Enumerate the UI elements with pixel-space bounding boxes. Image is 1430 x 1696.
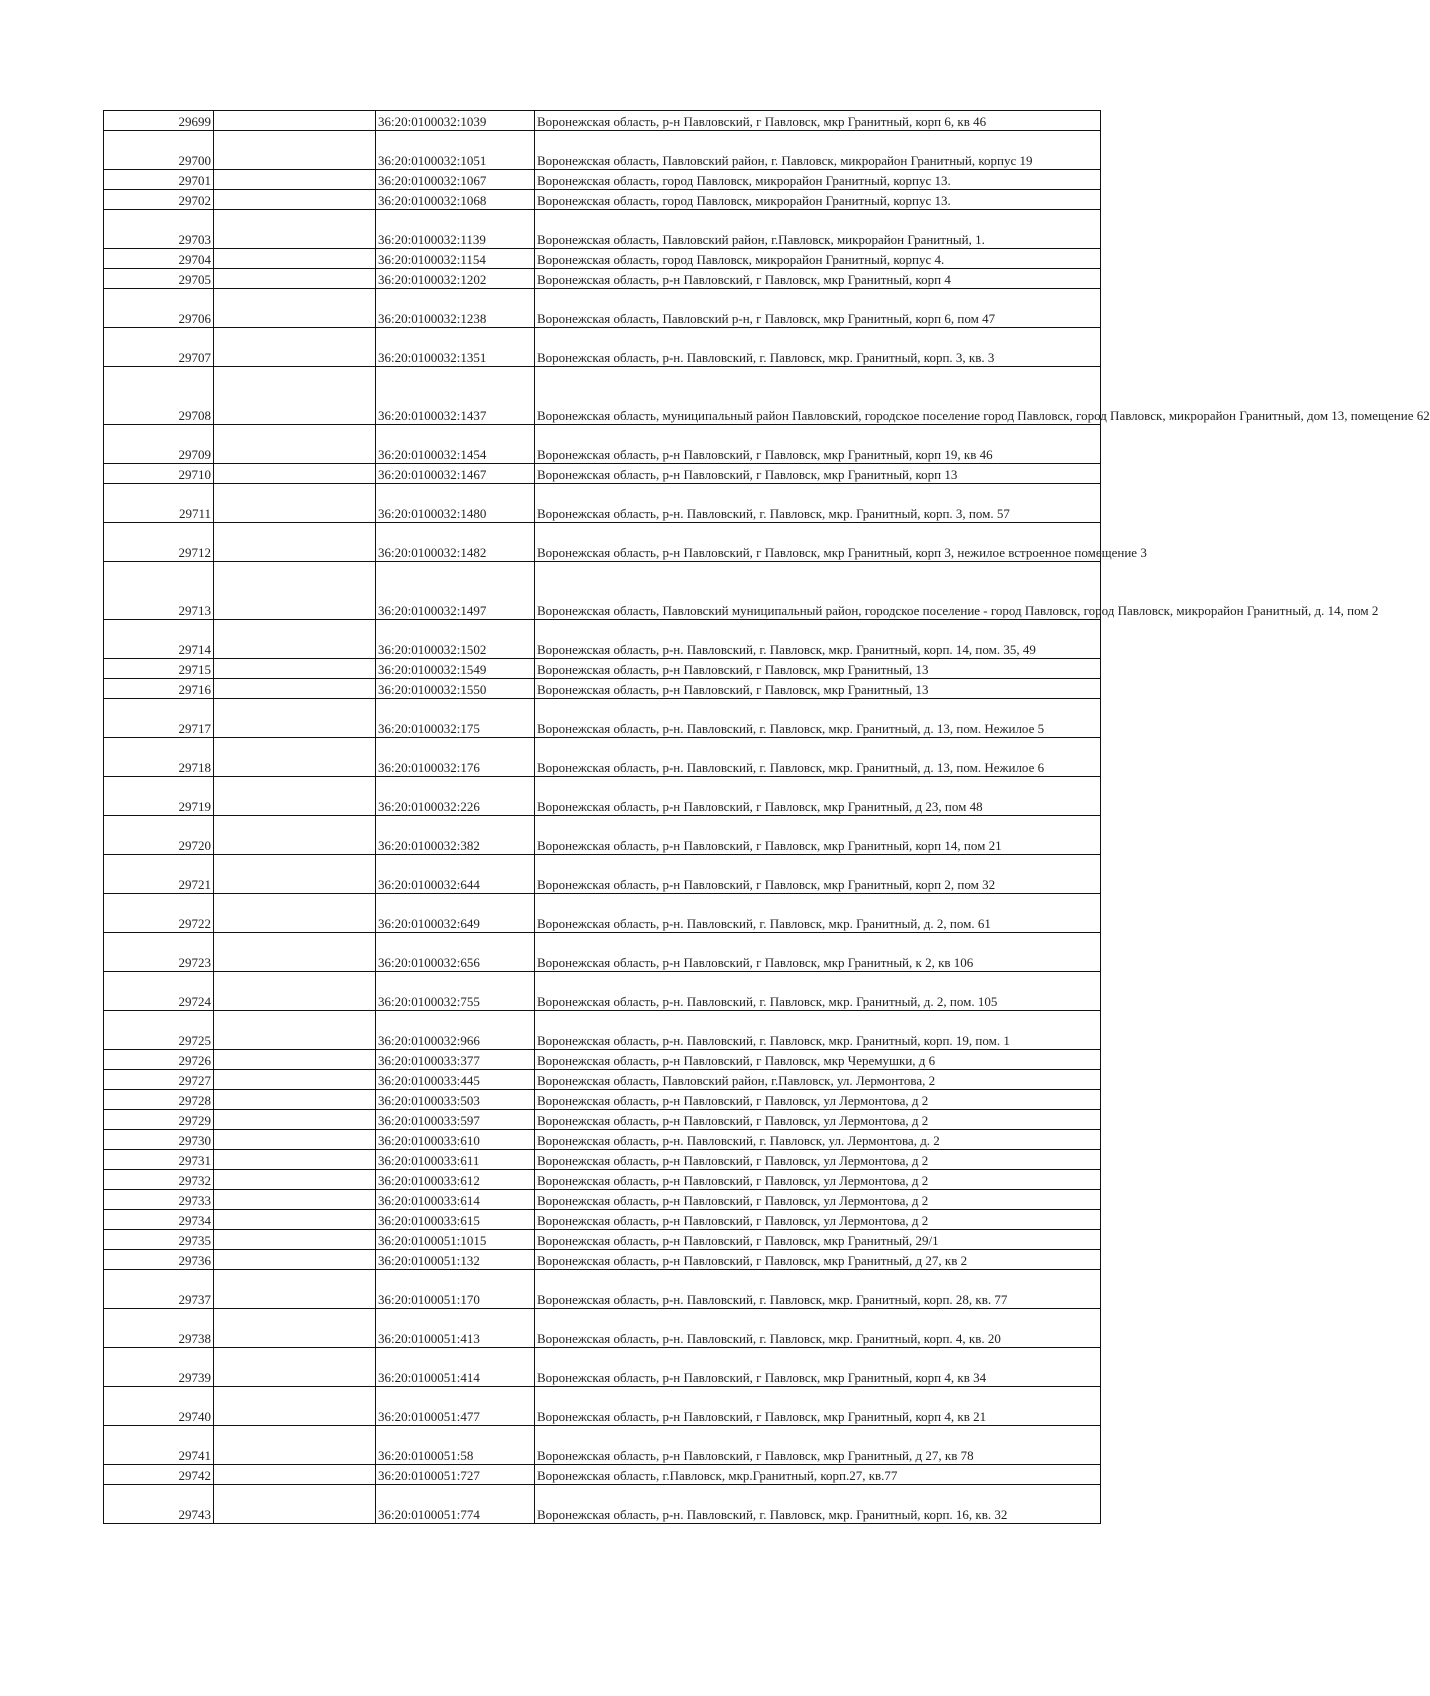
address-cell: Воронежская область, р-н Павловский, г Павловск, мкр Гранитный, 29/1 — [535, 1230, 1101, 1250]
record-number-cell: 29737 — [104, 1270, 214, 1309]
address-cell: Воронежская область, р-н. Павловский, г. Павловск, мкр. Гранитный, корп. 3, кв. 3 — [535, 328, 1101, 367]
record-number-cell: 29722 — [104, 894, 214, 933]
registry-table — [103, 110, 1430, 1524]
empty-cell — [214, 1150, 376, 1170]
table-row — [104, 1110, 1101, 1130]
address-cell: Воронежская область, р-н. Павловский, г. Павловск, мкр. Гранитный, д. 13, пом. Нежилое 5 — [535, 699, 1101, 738]
record-number-cell: 29702 — [104, 190, 214, 210]
record-number-cell: 29740 — [104, 1387, 214, 1426]
table-row — [104, 777, 1101, 816]
address-cell: Воронежская область, р-н Павловский, г Павловск, мкр Гранитный, корп 4 — [535, 269, 1101, 289]
cadastral-number-cell: 36:20:0100032:1454 — [376, 425, 535, 464]
table-row — [104, 111, 1101, 131]
cadastral-number-cell: 36:20:0100032:649 — [376, 894, 535, 933]
empty-cell — [214, 894, 376, 933]
table-row — [104, 1170, 1101, 1190]
cadastral-number-cell: 36:20:0100032:1039 — [376, 111, 535, 131]
cadastral-number-cell: 36:20:0100033:445 — [376, 1070, 535, 1090]
table-row — [104, 1130, 1101, 1150]
empty-cell — [214, 170, 376, 190]
record-number-cell: 29719 — [104, 777, 214, 816]
table-row — [104, 1070, 1101, 1090]
record-number-cell: 29699 — [104, 111, 214, 131]
record-number-cell: 29734 — [104, 1210, 214, 1230]
empty-cell — [214, 523, 376, 562]
table-row — [104, 1387, 1101, 1426]
record-number-cell: 29742 — [104, 1465, 214, 1485]
table-row — [104, 1485, 1101, 1524]
table-row — [104, 1250, 1101, 1270]
address-cell: Воронежская область, р-н Павловский, г Павловск, мкр Гранитный, д 27, кв 2 — [535, 1250, 1101, 1270]
cadastral-number-cell: 36:20:0100032:382 — [376, 816, 535, 855]
record-number-cell: 29723 — [104, 933, 214, 972]
empty-cell — [214, 1130, 376, 1150]
address-cell: Воронежская область, р-н Павловский, г Павловск, мкр Гранитный, 13 — [535, 679, 1101, 699]
empty-cell — [214, 1070, 376, 1090]
address-cell: Воронежская область, Павловский муниципальный район, городское поселение - город Павловск, город Павловск, микрорайон Гранитный, д. 14, пом 2 — [535, 562, 1101, 620]
cadastral-number-cell: 36:20:0100051:1015 — [376, 1230, 535, 1250]
table-row — [104, 816, 1101, 855]
address-cell: Воронежская область, р-н. Павловский, г. Павловск, мкр. Гранитный, д. 13, пом. Нежилое 6 — [535, 738, 1101, 777]
table-row — [104, 170, 1101, 190]
record-number-cell: 29732 — [104, 1170, 214, 1190]
cadastral-number-cell: 36:20:0100051:774 — [376, 1485, 535, 1524]
table-row — [104, 1230, 1101, 1250]
empty-cell — [214, 933, 376, 972]
empty-cell — [214, 1230, 376, 1250]
cadastral-number-cell: 36:20:0100032:1238 — [376, 289, 535, 328]
address-cell: Воронежская область, город Павловск, микрорайон Гранитный, корпус 4. — [535, 249, 1101, 269]
address-cell: Воронежская область, Павловский район, г. Павловск, микрорайон Гранитный, корпус 19 — [535, 131, 1101, 170]
cadastral-number-cell: 36:20:0100032:1482 — [376, 523, 535, 562]
empty-cell — [214, 1090, 376, 1110]
empty-cell — [214, 484, 376, 523]
empty-cell — [214, 699, 376, 738]
address-cell: Воронежская область, р-н. Павловский, г. Павловск, мкр. Гранитный, корп. 28, кв. 77 — [535, 1270, 1101, 1309]
record-number-cell: 29704 — [104, 249, 214, 269]
record-number-cell: 29710 — [104, 464, 214, 484]
address-cell: Воронежская область, р-н Павловский, г Павловск, ул Лермонтова, д 2 — [535, 1150, 1101, 1170]
empty-cell — [214, 816, 376, 855]
cadastral-number-cell: 36:20:0100032:1067 — [376, 170, 535, 190]
cadastral-number-cell: 36:20:0100051:58 — [376, 1426, 535, 1465]
record-number-cell: 29707 — [104, 328, 214, 367]
empty-cell — [214, 249, 376, 269]
table-row — [104, 425, 1101, 464]
empty-cell — [214, 269, 376, 289]
cadastral-number-cell: 36:20:0100033:503 — [376, 1090, 535, 1110]
cadastral-number-cell: 36:20:0100033:612 — [376, 1170, 535, 1190]
cadastral-number-cell: 36:20:0100032:176 — [376, 738, 535, 777]
empty-cell — [214, 1309, 376, 1348]
empty-cell — [214, 190, 376, 210]
record-number-cell: 29716 — [104, 679, 214, 699]
record-number-cell: 29727 — [104, 1070, 214, 1090]
empty-cell — [214, 738, 376, 777]
table-row — [104, 523, 1101, 562]
empty-cell — [214, 1170, 376, 1190]
table-row — [104, 269, 1101, 289]
address-cell: Воронежская область, р-н. Павловский, г. Павловск, мкр. Гранитный, корп. 19, пом. 1 — [535, 1011, 1101, 1050]
table-row — [104, 1426, 1101, 1465]
cadastral-number-cell: 36:20:0100032:226 — [376, 777, 535, 816]
table-row — [104, 562, 1101, 620]
cadastral-number-cell: 36:20:0100032:1202 — [376, 269, 535, 289]
cadastral-number-cell: 36:20:0100032:175 — [376, 699, 535, 738]
empty-cell — [214, 367, 376, 425]
record-number-cell: 29714 — [104, 620, 214, 659]
address-cell: Воронежская область, р-н Павловский, г Павловск, ул Лермонтова, д 2 — [535, 1110, 1101, 1130]
record-number-cell: 29718 — [104, 738, 214, 777]
address-cell: Воронежская область, р-н Павловский, г Павловск, мкр Гранитный, корп 4, кв 34 — [535, 1348, 1101, 1387]
cadastral-number-cell: 36:20:0100051:727 — [376, 1465, 535, 1485]
record-number-cell: 29709 — [104, 425, 214, 464]
table-row — [104, 1210, 1101, 1230]
address-cell: Воронежская область, р-н Павловский, г Павловск, мкр Гранитный, корп 13 — [535, 464, 1101, 484]
address-cell: Воронежская область, р-н Павловский, г Павловск, ул Лермонтова, д 2 — [535, 1090, 1101, 1110]
record-number-cell: 29729 — [104, 1110, 214, 1130]
table-row — [104, 484, 1101, 523]
empty-cell — [214, 1387, 376, 1426]
empty-cell — [214, 1250, 376, 1270]
cadastral-number-cell: 36:20:0100032:1437 — [376, 367, 535, 425]
empty-cell — [214, 1270, 376, 1309]
table-row — [104, 894, 1101, 933]
table-row — [104, 933, 1101, 972]
record-number-cell: 29741 — [104, 1426, 214, 1465]
empty-cell — [214, 620, 376, 659]
table-row — [104, 190, 1101, 210]
cadastral-number-cell: 36:20:0100032:1502 — [376, 620, 535, 659]
cadastral-number-cell: 36:20:0100032:1051 — [376, 131, 535, 170]
address-cell: Воронежская область, р-н Павловский, г Павловск, мкр Гранитный, д 27, кв 78 — [535, 1426, 1101, 1465]
table-row — [104, 1309, 1101, 1348]
table-row — [104, 620, 1101, 659]
table-row — [104, 289, 1101, 328]
address-cell: Воронежская область, р-н Павловский, г Павловск, мкр Гранитный, корп 3, нежилое встроенное помещение 3 — [535, 523, 1101, 562]
empty-cell — [214, 289, 376, 328]
table-row — [104, 1190, 1101, 1210]
cadastral-number-cell: 36:20:0100033:615 — [376, 1210, 535, 1230]
address-cell: Воронежская область, р-н. Павловский, г. Павловск, мкр. Гранитный, д. 2, пом. 105 — [535, 972, 1101, 1011]
empty-cell — [214, 1465, 376, 1485]
cadastral-number-cell: 36:20:0100032:656 — [376, 933, 535, 972]
table-row — [104, 367, 1101, 425]
record-number-cell: 29743 — [104, 1485, 214, 1524]
empty-cell — [214, 777, 376, 816]
table-row — [104, 659, 1101, 679]
empty-cell — [214, 562, 376, 620]
record-number-cell: 29713 — [104, 562, 214, 620]
record-number-cell: 29731 — [104, 1150, 214, 1170]
address-cell: Воронежская область, р-н Павловский, г Павловск, мкр Черемушки, д 6 — [535, 1050, 1101, 1070]
cadastral-number-cell: 36:20:0100032:1497 — [376, 562, 535, 620]
address-cell: Воронежская область, р-н. Павловский, г. Павловск, мкр. Гранитный, корп. 4, кв. 20 — [535, 1309, 1101, 1348]
record-number-cell: 29715 — [104, 659, 214, 679]
address-cell: Воронежская область, р-н Павловский, г Павловск, ул Лермонтова, д 2 — [535, 1170, 1101, 1190]
record-number-cell: 29730 — [104, 1130, 214, 1150]
empty-cell — [214, 1485, 376, 1524]
cadastral-number-cell: 36:20:0100051:413 — [376, 1309, 535, 1348]
cadastral-number-cell: 36:20:0100051:414 — [376, 1348, 535, 1387]
cadastral-number-cell: 36:20:0100032:644 — [376, 855, 535, 894]
record-number-cell: 29726 — [104, 1050, 214, 1070]
record-number-cell: 29739 — [104, 1348, 214, 1387]
address-cell: Воронежская область, Павловский район, г.Павловск, микрорайон Гранитный, 1. — [535, 210, 1101, 249]
cadastral-number-cell: 36:20:0100032:1467 — [376, 464, 535, 484]
cadastral-number-cell: 36:20:0100051:132 — [376, 1250, 535, 1270]
table-row — [104, 1348, 1101, 1387]
empty-cell — [214, 972, 376, 1011]
cadastral-number-cell: 36:20:0100032:1068 — [376, 190, 535, 210]
table-row — [104, 1090, 1101, 1110]
address-cell: Воронежская область, р-н Павловский, г Павловск, мкр Гранитный, корп 4, кв 21 — [535, 1387, 1101, 1426]
address-cell: Воронежская область, р-н Павловский, г Павловск, мкр Гранитный, корп 2, пом 32 — [535, 855, 1101, 894]
address-cell: Воронежская область, р-н Павловский, г Павловск, мкр Гранитный, корп 19, кв 46 — [535, 425, 1101, 464]
table-row — [104, 1150, 1101, 1170]
table-row — [104, 464, 1101, 484]
cadastral-number-cell: 36:20:0100051:477 — [376, 1387, 535, 1426]
empty-cell — [214, 1110, 376, 1130]
empty-cell — [214, 679, 376, 699]
record-number-cell: 29711 — [104, 484, 214, 523]
empty-cell — [214, 1348, 376, 1387]
record-number-cell: 29721 — [104, 855, 214, 894]
cadastral-number-cell: 36:20:0100032:1480 — [376, 484, 535, 523]
cadastral-number-cell: 36:20:0100032:966 — [376, 1011, 535, 1050]
cadastral-number-cell: 36:20:0100033:611 — [376, 1150, 535, 1170]
empty-cell — [214, 1050, 376, 1070]
address-cell: Воронежская область, город Павловск, микрорайон Гранитный, корпус 13. — [535, 170, 1101, 190]
address-cell: Воронежская область, р-н. Павловский, г. Павловск, мкр. Гранитный, корп. 3, пом. 57 — [535, 484, 1101, 523]
cadastral-number-cell: 36:20:0100032:1549 — [376, 659, 535, 679]
document-page — [103, 110, 1430, 1524]
address-cell: Воронежская область, р-н. Павловский, г. Павловск, мкр. Гранитный, корп. 16, кв. 32 — [535, 1485, 1101, 1524]
table-row — [104, 328, 1101, 367]
address-cell: Воронежская область, г.Павловск, мкр.Гранитный, корп.27, кв.77 — [535, 1465, 1101, 1485]
empty-cell — [214, 1210, 376, 1230]
record-number-cell: 29717 — [104, 699, 214, 738]
address-cell: Воронежская область, р-н Павловский, г Павловск, мкр Гранитный, д 23, пом 48 — [535, 777, 1101, 816]
address-cell: Воронежская область, р-н Павловский, г Павловск, мкр Гранитный, 13 — [535, 659, 1101, 679]
record-number-cell: 29736 — [104, 1250, 214, 1270]
empty-cell — [214, 131, 376, 170]
empty-cell — [214, 464, 376, 484]
table-row — [104, 249, 1101, 269]
cadastral-number-cell: 36:20:0100033:377 — [376, 1050, 535, 1070]
record-number-cell: 29733 — [104, 1190, 214, 1210]
empty-cell — [214, 210, 376, 249]
table-row — [104, 679, 1101, 699]
table-row — [104, 131, 1101, 170]
cadastral-number-cell: 36:20:0100032:1154 — [376, 249, 535, 269]
record-number-cell: 29738 — [104, 1309, 214, 1348]
record-number-cell: 29728 — [104, 1090, 214, 1110]
record-number-cell: 29705 — [104, 269, 214, 289]
address-cell: Воронежская область, Павловский район, г.Павловск, ул. Лермонтова, 2 — [535, 1070, 1101, 1090]
address-cell: Воронежская область, р-н. Павловский, г. Павловск, мкр. Гранитный, д. 2, пом. 61 — [535, 894, 1101, 933]
empty-cell — [214, 1011, 376, 1050]
record-number-cell: 29701 — [104, 170, 214, 190]
empty-cell — [214, 659, 376, 679]
address-cell: Воронежская область, р-н Павловский, г Павловск, мкр Гранитный, корп 14, пом 21 — [535, 816, 1101, 855]
address-cell: Воронежская область, р-н. Павловский, г. Павловск, ул. Лермонтова, д. 2 — [535, 1130, 1101, 1150]
cadastral-number-cell: 36:20:0100032:755 — [376, 972, 535, 1011]
cadastral-number-cell: 36:20:0100033:597 — [376, 1110, 535, 1130]
empty-cell — [214, 1426, 376, 1465]
record-number-cell: 29706 — [104, 289, 214, 328]
address-cell: Воронежская область, р-н Павловский, г Павловск, ул Лермонтова, д 2 — [535, 1210, 1101, 1230]
address-cell: Воронежская область, р-н. Павловский, г. Павловск, мкр. Гранитный, корп. 14, пом. 35, 49 — [535, 620, 1101, 659]
record-number-cell: 29700 — [104, 131, 214, 170]
table-row — [104, 855, 1101, 894]
registry-table-body — [104, 111, 1430, 1524]
table-row — [104, 210, 1101, 249]
record-number-cell: 29735 — [104, 1230, 214, 1250]
record-number-cell: 29720 — [104, 816, 214, 855]
cadastral-number-cell: 36:20:0100033:610 — [376, 1130, 535, 1150]
cadastral-number-cell: 36:20:0100032:1139 — [376, 210, 535, 249]
record-number-cell: 29725 — [104, 1011, 214, 1050]
empty-cell — [214, 855, 376, 894]
cadastral-number-cell: 36:20:0100032:1550 — [376, 679, 535, 699]
record-number-cell: 29708 — [104, 367, 214, 425]
address-cell: Воронежская область, р-н Павловский, г Павловск, мкр Гранитный, к 2, кв 106 — [535, 933, 1101, 972]
table-row — [104, 1465, 1101, 1485]
empty-cell — [214, 111, 376, 131]
address-cell: Воронежская область, город Павловск, микрорайон Гранитный, корпус 13. — [535, 190, 1101, 210]
record-number-cell: 29712 — [104, 523, 214, 562]
table-row — [104, 738, 1101, 777]
empty-cell — [214, 328, 376, 367]
table-row — [104, 972, 1101, 1011]
record-number-cell: 29724 — [104, 972, 214, 1011]
address-cell: Воронежская область, муниципальный район Павловский, городское поселение город Павловск, город Павловск, микрорайон Гранитный, дом 13, помещение 62 — [535, 367, 1101, 425]
empty-cell — [214, 425, 376, 464]
table-row — [104, 1270, 1101, 1309]
address-cell: Воронежская область, р-н Павловский, г Павловск, ул Лермонтова, д 2 — [535, 1190, 1101, 1210]
cadastral-number-cell: 36:20:0100033:614 — [376, 1190, 535, 1210]
table-row — [104, 699, 1101, 738]
record-number-cell: 29703 — [104, 210, 214, 249]
address-cell: Воронежская область, Павловский р-н, г Павловск, мкр Гранитный, корп 6, пом 47 — [535, 289, 1101, 328]
table-row — [104, 1050, 1101, 1070]
table-row — [104, 1011, 1101, 1050]
address-cell: Воронежская область, р-н Павловский, г Павловск, мкр Гранитный, корп 6, кв 46 — [535, 111, 1101, 131]
cadastral-number-cell: 36:20:0100051:170 — [376, 1270, 535, 1309]
cadastral-number-cell: 36:20:0100032:1351 — [376, 328, 535, 367]
empty-cell — [214, 1190, 376, 1210]
